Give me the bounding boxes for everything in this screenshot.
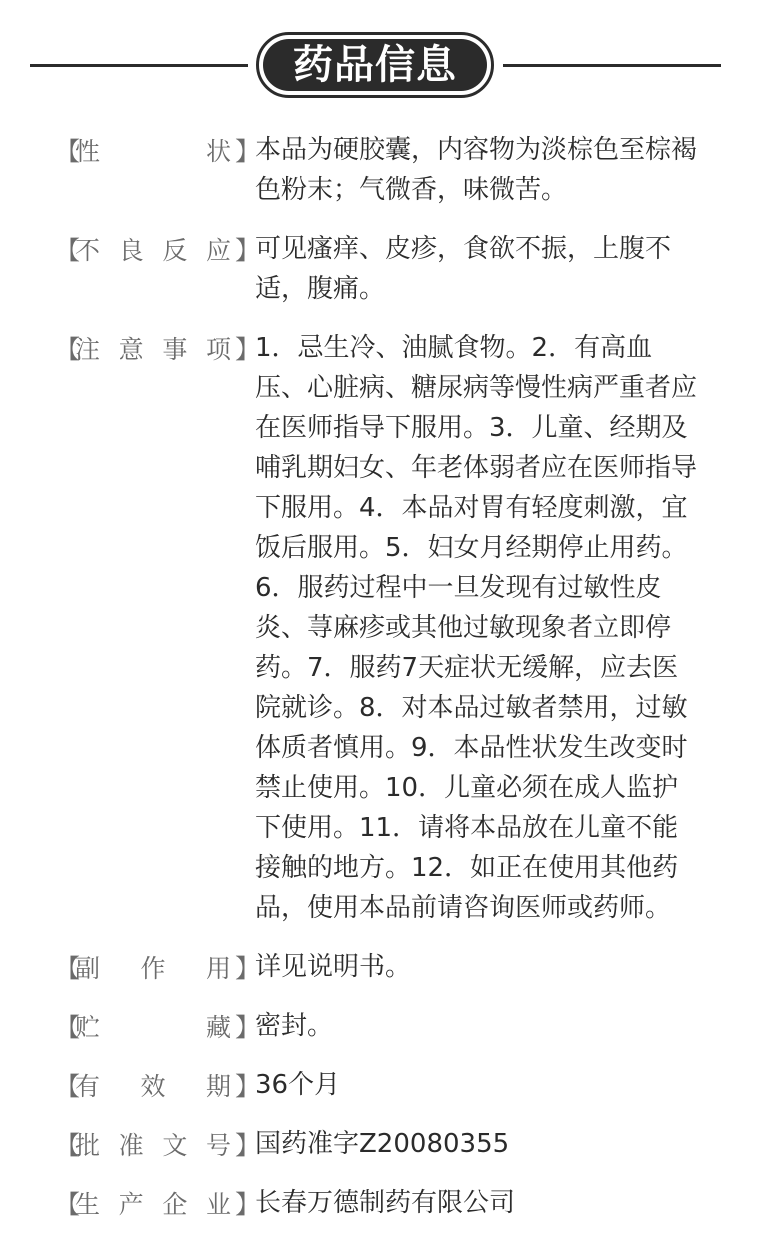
info-label-text: 贮 藏 [75, 1013, 231, 1042]
info-label-text: 性 状 [75, 137, 231, 166]
bracket-close: 】 [235, 1072, 261, 1101]
info-row [0, 1124, 760, 1164]
bracket-close: 】 [235, 137, 261, 166]
bracket-open: 【 [55, 137, 81, 166]
info-label [55, 229, 261, 269]
info-label-text: 不 良 反 应 [75, 236, 231, 265]
info-value: 本品为硬胶囊，内容物为淡棕色至棕褐色粉末；气微香，味微苦。 [255, 135, 698, 205]
info-value: 密封。 [255, 1011, 334, 1041]
info-label [55, 1065, 261, 1105]
bracket-open: 【 [55, 236, 81, 265]
bracket-close: 】 [235, 335, 261, 364]
info-value: 1．忌生冷、油腻食物。2．有高血压、心脏病、糖尿病等慢性病严重者应在医师指导下服用。3．儿童、经期及哺乳期妇女、年老体弱者应在医师指导下服用。4．本品对胃有轻度刺激，宜饭后服用。5．妇女月经期停止用药。6．服药过程中一旦发现有过敏性皮炎、荨麻疹或其他过敏现象者立即停药。7．服药7天症状无缓解，应去医院就诊。8．对本品过敏者禁用，过敏体质者慎用。9．本品性状发生改变时禁止使用。10．儿童必须在成人监护下使用。11．请将本品放在儿童不能接触的地方。12．如正在使用其他药品，使用本品前请咨询医师或药师。 [255, 333, 698, 923]
bracket-close: 】 [235, 1131, 261, 1160]
info-value: 详见说明书。 [255, 952, 412, 982]
drug-info-list [0, 130, 760, 1242]
header-title: 药品信息 [263, 39, 487, 91]
bracket-open: 【 [55, 1131, 81, 1160]
info-label [55, 1006, 261, 1046]
info-row [0, 947, 760, 987]
info-row [0, 1065, 760, 1105]
info-label [55, 1183, 261, 1223]
header-divider-right [503, 64, 721, 67]
bracket-close: 】 [235, 1190, 261, 1219]
bracket-close: 】 [235, 236, 261, 265]
info-label [55, 1124, 261, 1164]
info-value: 长春万德制药有限公司 [255, 1188, 516, 1218]
info-row [0, 229, 760, 309]
info-label-text: 副 作 用 [75, 954, 231, 983]
info-label-text: 有 效 期 [75, 1072, 231, 1101]
info-value: 36个月 [255, 1070, 341, 1100]
section-header [0, 32, 760, 98]
info-value: 国药准字Z20080355 [255, 1129, 510, 1159]
info-row [0, 1006, 760, 1046]
header-divider-left [30, 64, 248, 67]
header-badge [256, 32, 494, 98]
info-row [0, 1183, 760, 1223]
info-row [0, 328, 760, 928]
bracket-open: 【 [55, 1013, 81, 1042]
info-label [55, 130, 261, 170]
bracket-open: 【 [55, 954, 81, 983]
info-label-text: 注 意 事 项 [75, 335, 231, 364]
bracket-open: 【 [55, 1190, 81, 1219]
info-value: 可见瘙痒、皮疹，食欲不振，上腹不适，腹痛。 [255, 234, 672, 304]
bracket-open: 【 [55, 335, 81, 364]
bracket-open: 【 [55, 1072, 81, 1101]
bracket-close: 】 [235, 954, 261, 983]
info-label-text: 生 产 企 业 [75, 1190, 231, 1219]
info-label [55, 328, 261, 368]
info-row [0, 130, 760, 210]
bracket-close: 】 [235, 1013, 261, 1042]
info-label [55, 947, 261, 987]
info-label-text: 批 准 文 号 [75, 1131, 231, 1160]
